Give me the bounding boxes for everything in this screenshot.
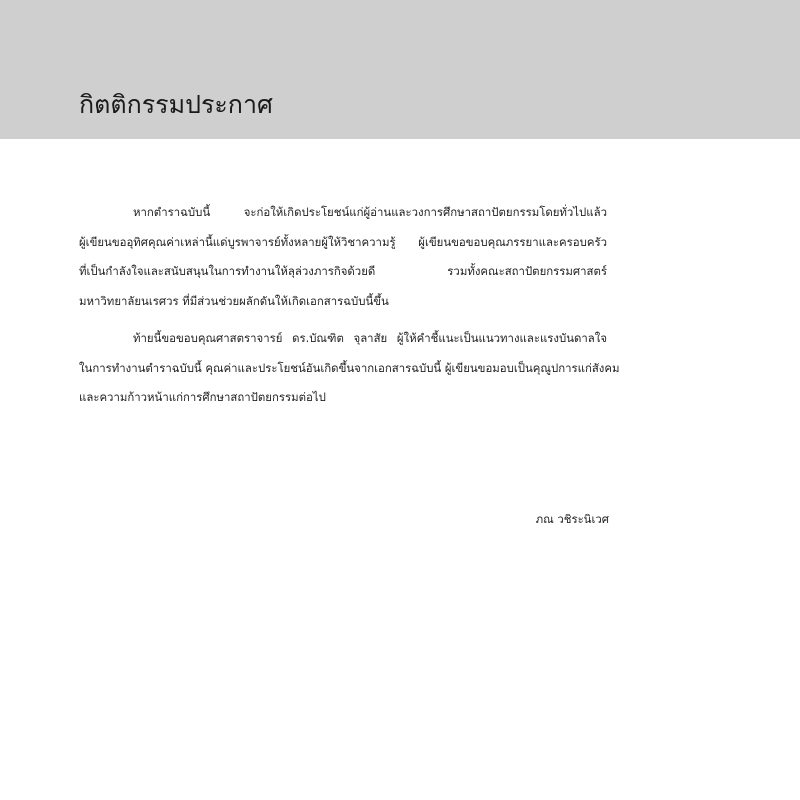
paragraph-line: หากตำราฉบับนี้ จะก่อให้เกิดประโยชน์แก่ผู้อ่านและวงการศึกษาสถาปัตยกรรมโดยทั่วไปแล้ว <box>133 205 607 219</box>
header-band <box>0 0 800 139</box>
paragraph-line: ที่เป็นกำลังใจและสนับสนุนในการทำงานให้ลุล่วงภารกิจด้วยดี รวมทั้งคณะสถาปัตยกรรมศาสตร์ <box>79 264 607 278</box>
acknowledgement-body <box>79 198 620 421</box>
paragraph-2 <box>79 324 620 413</box>
paragraph-line: มหาวิทยาลัยนเรศวร ที่มีส่วนช่วยผลักดันให้เกิดเอกสารฉบับนี้ขึ้น <box>79 293 389 308</box>
paragraph-line: ในการทำงานตำราฉบับนี้ คุณค่าและประโยชน์อันเกิดขึ้นจากเอกสารฉบับนี้ ผู้เขียนขอมอบเป็นคุณูปการแก่สังคม <box>79 360 620 375</box>
author-signature: ภณ วชิระนิเวศ <box>535 512 609 526</box>
paragraph-line: ผู้เขียนขออุทิศคุณค่าเหล่านี้แด่บูรพาจารย์ทั้งหลายผู้ให้วิชาความรู้ ผู้เขียนขอขอบคุณภรรยาและครอบครัว <box>79 234 607 249</box>
paragraph-line: และความก้าวหน้าแก่การศึกษาสถาปัตยกรรมต่อไป <box>79 390 326 404</box>
page-title: กิตติกรรมประกาศ <box>79 90 273 119</box>
paragraph-line: ท้ายนี้ขอขอบคุณศาสตราจารย์ ดร.บัณฑิต จุลาสัย ผู้ให้คำชี้แนะเป็นแนวทางและแรงบันดาลใจ <box>133 331 607 345</box>
paragraph-1 <box>79 198 607 316</box>
